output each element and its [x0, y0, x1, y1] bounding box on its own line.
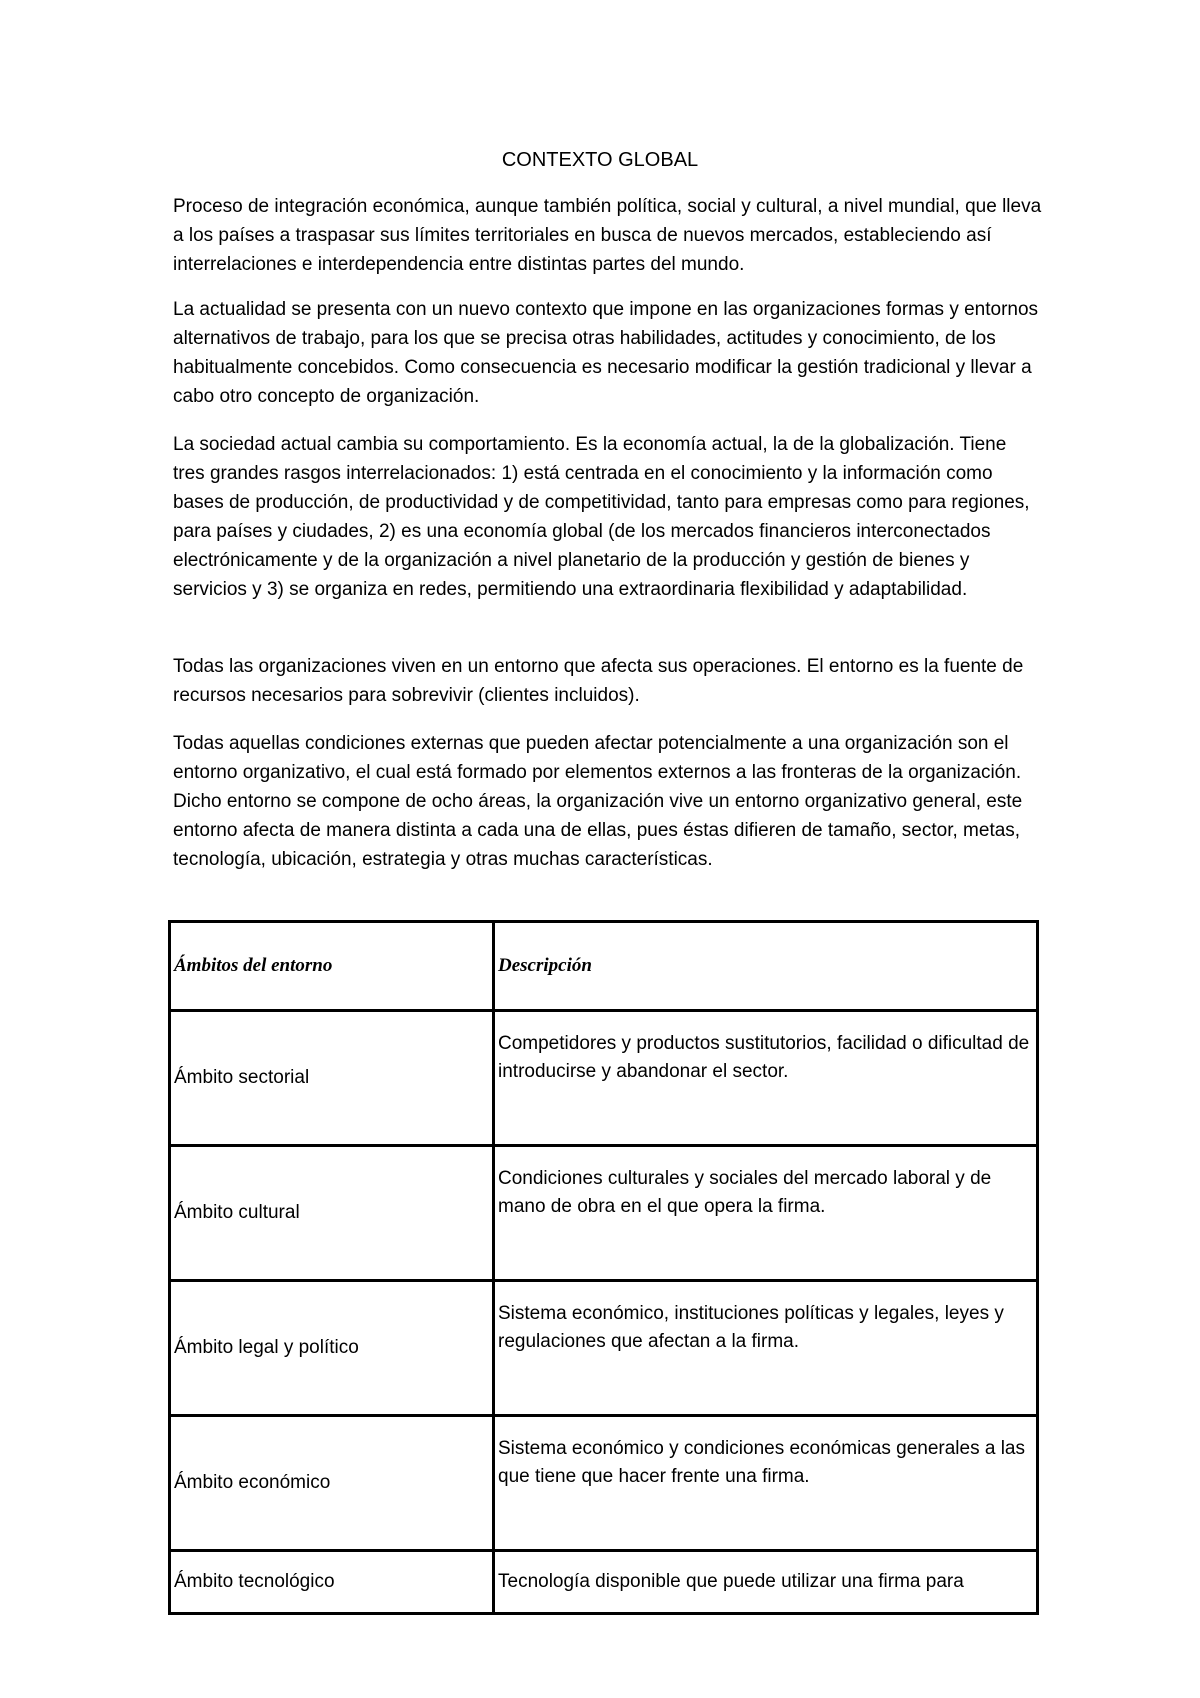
- paragraph-sociedad: La sociedad actual cambia su comportamiento. Es la economía actual, la de la globalización. Tiene tres grandes rasgos interrelacionados: 1) está centrada en el conocimiento y la información como bases de producción, de productividad y de competitividad, tanto para empresas como para regiones, para países y ciudades, 2) es una economía global (de los mercados financieros interconectados electrónicamente y de la organización a nivel planetario de la producción y gestión de bienes y servicios y 3) se organiza en redes, permitiendo una extraordinaria flexibilidad y adaptabilidad.: [173, 434, 1030, 600]
- ambito-cell: Ámbito tecnológico: [170, 1551, 494, 1614]
- paragraph-actualidad: La actualidad se presenta con un nuevo contexto que impone en las organizaciones formas y entornos alternativos de trabajo, para los que se precisa otras habilidades, actitudes y conocimiento, de los habitualmente concebidos. Como consecuencia es necesario modificar la gestión tradicional y llevar a cabo otro concepto de organización.: [173, 299, 1039, 407]
- table-row: [170, 1416, 1038, 1551]
- ambito-cell: Ámbito legal y político: [170, 1281, 494, 1416]
- descripcion-cell: Sistema económico y condiciones económicas generales a las que tiene que hacer frente una firma.: [494, 1416, 1038, 1551]
- descripcion-cell: Tecnología disponible que puede utilizar una firma para: [494, 1551, 1038, 1614]
- header-ambitos: Ámbitos del entorno: [170, 922, 494, 1011]
- table-row: [170, 1011, 1038, 1146]
- table-row: [170, 1551, 1038, 1614]
- table-row: [170, 1281, 1038, 1416]
- paragraph-organizaciones: Todas las organizaciones viven en un entorno que afecta sus operaciones. El entorno es la fuente de recursos necesarios para sobrevivir (clientes incluidos).: [173, 656, 1024, 706]
- table-header-row: [170, 922, 1038, 1011]
- page-title: CONTEXTO GLOBAL: [501, 149, 699, 171]
- descripcion-cell: Condiciones culturales y sociales del mercado laboral y de mano de obra en el que opera la firma.: [494, 1146, 1038, 1281]
- ambito-cell: Ámbito económico: [170, 1416, 494, 1551]
- ambitos-table: [168, 920, 1039, 1615]
- ambito-cell: Ámbito sectorial: [170, 1011, 494, 1146]
- header-descripcion: Descripción: [494, 922, 1038, 1011]
- table-row: [170, 1146, 1038, 1281]
- paragraph-integracion: Proceso de integración económica, aunque también política, social y cultural, a nivel mundial, que lleva a los países a traspasar sus límites territoriales en busca de nuevos mercados, estableciendo así interrelaciones e interdependencia entre distintas partes del mundo.: [173, 196, 1042, 275]
- descripcion-cell: Competidores y productos sustitutorios, facilidad o dificultad de introducirse y abandonar el sector.: [494, 1011, 1038, 1146]
- paragraph-entorno-organizativo: Todas aquellas condiciones externas que pueden afectar potencialmente a una organización son el entorno organizativo, el cual está formado por elementos externos a las fronteras de la organización. Dicho entorno se compone de ocho áreas, la organización vive un entorno organizativo general, este entorno afecta de manera distinta a cada una de ellas, pues éstas difieren de tamaño, sector, metas, tecnología, ubicación, estrategia y otras muchas características.: [173, 733, 1023, 870]
- ambito-cell: Ámbito cultural: [170, 1146, 494, 1281]
- descripcion-cell: Sistema económico, instituciones políticas y legales, leyes y regulaciones que afectan a la firma.: [494, 1281, 1038, 1416]
